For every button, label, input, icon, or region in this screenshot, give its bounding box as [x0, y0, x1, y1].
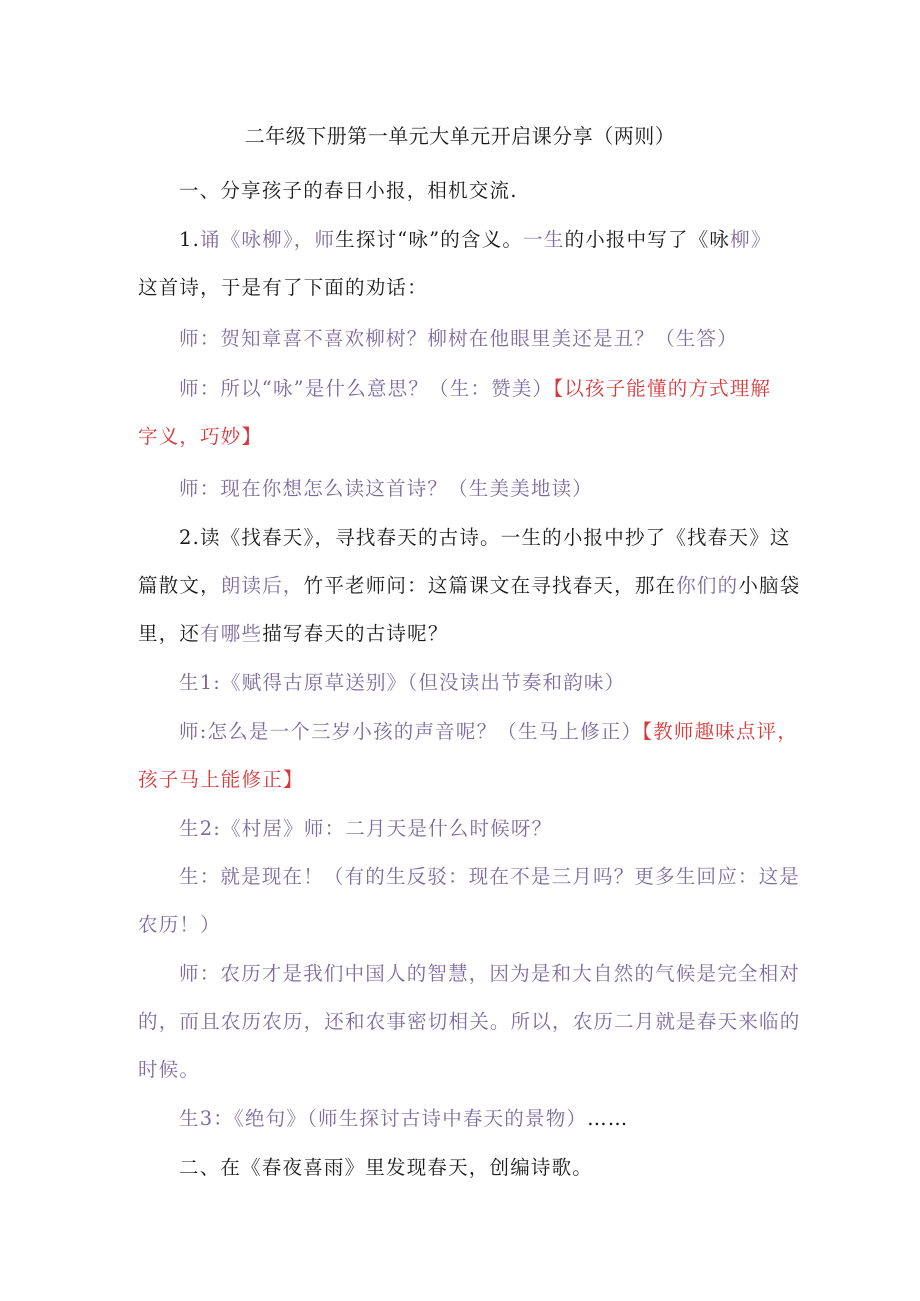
- dialog-3: 师：现在你想怎么读这首诗？（生美美地读）: [179, 477, 594, 500]
- student-3: 生3：《绝句》（师生探讨古诗中春天的景物）……: [179, 1107, 629, 1130]
- item-2-paragraph: 2.读《找春天》，寻找春天的古诗。一生的小报中抄了《找春天》这 篇散文，朗读后，竹平老师问：这篇课文在寻找春天，那在你们的小脑袋 里，还有哪些描写春天的古诗呢？: [138, 526, 801, 645]
- student-2: 生2:《村居》师：二月天是什么时候呀？: [179, 817, 553, 840]
- student-reply: 生：就是现在！（有的生反驳：现在不是三月吗？更多生回应：这是 农历！）: [138, 865, 801, 936]
- dialog-4: 师:怎么是一个三岁小孩的声音呢？（生马上修正）【教师趣味点评， 孩子马上能修正】: [138, 708, 788, 804]
- student-1: 生1:《赋得古原草送别》（但没读出节奏和韵味）: [179, 671, 626, 694]
- item-1-paragraph: [138, 216, 788, 312]
- teacher-comment-continued: 字义，巧妙】: [138, 425, 263, 448]
- item-1-line-2: 这首诗，于是有了下面的劝话：: [138, 276, 428, 299]
- section-2-heading: 二、在《春夜喜雨》里发现春天，创编诗歌。: [179, 1156, 594, 1179]
- teacher-comment: 【以孩子能懂的方式理解: [553, 377, 772, 400]
- item-1-line-1: 1.诵《咏柳》，师生探讨“咏”的含义。一生的小报中写了《咏柳》: [179, 228, 772, 251]
- teacher-comment: 【教师趣味点评，: [642, 720, 799, 743]
- teacher-comment-continued: 孩子马上能修正】: [138, 768, 304, 791]
- dialog-2: 师：所以“咏”是什么意思？（生：赞美）【以孩子能懂的方式理解 字义，巧妙】: [138, 365, 788, 461]
- section-1-heading: 一、分享孩子的春日小报，相机交流.: [179, 179, 518, 202]
- dialog-5: 师：农历才是我们中国人的智慧，因为是和大自然的气候是完全相对 的，而且农历农历，还和农事密切相关。所以，农历二月就是春天来临的 时候。: [138, 962, 801, 1081]
- dialog-1: 师：贺知章喜不喜欢柳树？柳树在他眼里美还是丑？（生答）: [179, 327, 738, 350]
- document-title: 二年级下册第一单元大单元开启课分享（两则）: [244, 124, 676, 148]
